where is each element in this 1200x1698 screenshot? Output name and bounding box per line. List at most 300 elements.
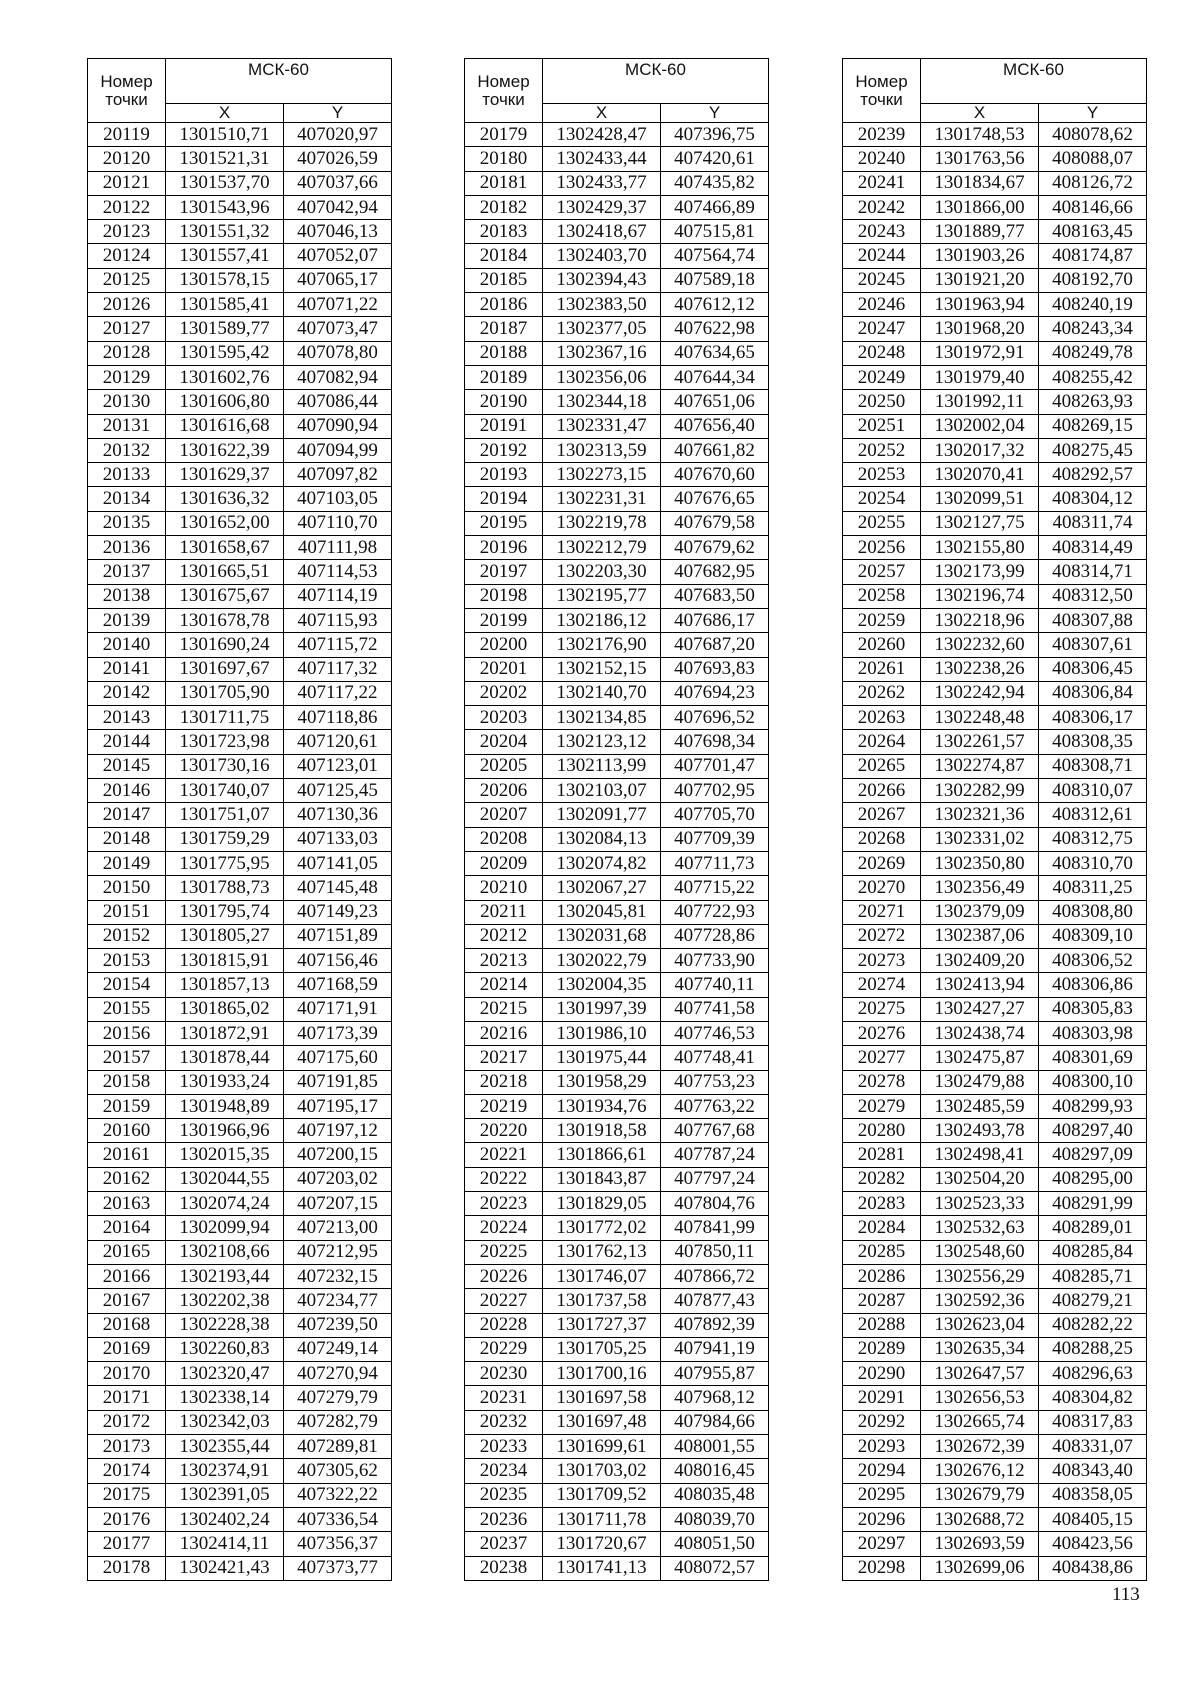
- x-coordinate-cell: 1301602,76: [166, 365, 284, 389]
- point-number-cell: 20172: [88, 1410, 166, 1434]
- table-row: [465, 1216, 769, 1240]
- x-coordinate-cell: 1302195,77: [543, 584, 661, 608]
- y-coordinate-cell: 407282,79: [284, 1410, 392, 1434]
- x-coordinate-cell: 1302429,37: [543, 195, 661, 219]
- table-row: [88, 827, 392, 851]
- point-number-cell: 20233: [465, 1435, 543, 1459]
- y-coordinate-cell: 407728,86: [661, 924, 769, 948]
- x-coordinate-cell: 1302196,74: [921, 584, 1039, 608]
- table-row: [465, 390, 769, 414]
- x-coordinate-cell: 1301658,67: [166, 536, 284, 560]
- y-coordinate-cell: 407270,94: [284, 1362, 392, 1386]
- table-row: [88, 754, 392, 778]
- x-coordinate-cell: 1301815,91: [166, 949, 284, 973]
- y-coordinate-cell: 408314,71: [1039, 560, 1147, 584]
- table-row: [465, 1070, 769, 1094]
- point-number-cell: 20163: [88, 1192, 166, 1216]
- point-number-cell: 20270: [843, 876, 921, 900]
- x-coordinate-cell: 1301762,13: [543, 1240, 661, 1264]
- table-row: [465, 171, 769, 195]
- point-number-cell: 20290: [843, 1362, 921, 1386]
- x-coordinate-cell: 1302679,79: [921, 1483, 1039, 1507]
- point-number-cell: 20122: [88, 195, 166, 219]
- y-coordinate-cell: 408163,45: [1039, 220, 1147, 244]
- x-coordinate-cell: 1301759,29: [166, 827, 284, 851]
- table-row: [465, 1459, 769, 1483]
- x-coordinate-cell: 1302274,87: [921, 754, 1039, 778]
- y-coordinate-cell: 408192,70: [1039, 268, 1147, 292]
- x-coordinate-cell: 1301795,74: [166, 900, 284, 924]
- table-row: [465, 779, 769, 803]
- point-number-cell: 20124: [88, 244, 166, 268]
- x-coordinate-cell: 1302592,36: [921, 1289, 1039, 1313]
- point-number-cell: 20211: [465, 900, 543, 924]
- point-number-cell: 20285: [843, 1240, 921, 1264]
- y-coordinate-cell: 407200,15: [284, 1143, 392, 1167]
- x-coordinate-cell: 1301866,61: [543, 1143, 661, 1167]
- x-coordinate-cell: 1302356,06: [543, 365, 661, 389]
- table-row: [843, 1143, 1147, 1167]
- y-coordinate-cell: 408310,70: [1039, 851, 1147, 875]
- x-coordinate-cell: 1301595,42: [166, 341, 284, 365]
- table-row: [465, 1556, 769, 1580]
- x-coordinate-cell: 1301589,77: [166, 317, 284, 341]
- y-coordinate-cell: 407644,34: [661, 365, 769, 389]
- table-row: [88, 1119, 392, 1143]
- table-row: [843, 123, 1147, 147]
- point-number-cell: 20256: [843, 536, 921, 560]
- point-number-cell: 20216: [465, 1021, 543, 1045]
- x-coordinate-cell: 1302676,12: [921, 1459, 1039, 1483]
- point-number-cell: 20283: [843, 1192, 921, 1216]
- table-row: [843, 730, 1147, 754]
- point-number-cell: 20253: [843, 463, 921, 487]
- point-number-cell: 20169: [88, 1337, 166, 1361]
- y-coordinate-cell: 407145,48: [284, 876, 392, 900]
- y-coordinate-cell: 407420,61: [661, 147, 769, 171]
- x-coordinate-cell: 1302427,27: [921, 997, 1039, 1021]
- coordinates-table-2: [464, 58, 769, 1581]
- y-coordinate-cell: 407239,50: [284, 1313, 392, 1337]
- x-coordinate-cell: 1302504,20: [921, 1167, 1039, 1191]
- table-body: [88, 123, 392, 1581]
- table-row: [88, 268, 392, 292]
- coordinates-table-3: [842, 58, 1147, 1581]
- table-row: [465, 195, 769, 219]
- table-row: [465, 1435, 769, 1459]
- x-coordinate-cell: 1301709,52: [543, 1483, 661, 1507]
- point-number-cell: 20157: [88, 1046, 166, 1070]
- point-number-cell: 20234: [465, 1459, 543, 1483]
- x-coordinate-cell: 1302428,47: [543, 123, 661, 147]
- y-coordinate-cell: 407715,22: [661, 876, 769, 900]
- point-number-cell: 20296: [843, 1507, 921, 1531]
- table-row: [465, 1119, 769, 1143]
- point-number-cell: 20258: [843, 584, 921, 608]
- x-coordinate-cell: 1302261,57: [921, 730, 1039, 754]
- x-column-header: X: [921, 104, 1039, 123]
- point-number-cell: 20203: [465, 706, 543, 730]
- x-coordinate-cell: 1302623,04: [921, 1313, 1039, 1337]
- point-number-cell: 20292: [843, 1410, 921, 1434]
- table-row: [88, 1386, 392, 1410]
- x-coordinate-cell: 1301741,13: [543, 1556, 661, 1580]
- x-coordinate-cell: 1301578,15: [166, 268, 284, 292]
- x-coordinate-cell: 1302409,20: [921, 949, 1039, 973]
- table-row: [465, 536, 769, 560]
- x-coordinate-cell: 1302693,59: [921, 1532, 1039, 1556]
- point-number-cell: 20263: [843, 706, 921, 730]
- point-number-header: Номер точки: [465, 59, 543, 123]
- x-coordinate-cell: 1301705,90: [166, 681, 284, 705]
- x-coordinate-cell: 1302374,91: [166, 1459, 284, 1483]
- x-coordinate-cell: 1301510,71: [166, 123, 284, 147]
- table-row: [843, 220, 1147, 244]
- table-row: [88, 1021, 392, 1045]
- table-row: [843, 341, 1147, 365]
- y-coordinate-cell: 408275,45: [1039, 438, 1147, 462]
- table-row: [843, 536, 1147, 560]
- point-number-cell: 20134: [88, 487, 166, 511]
- point-number-cell: 20126: [88, 293, 166, 317]
- table-row: [88, 1532, 392, 1556]
- x-coordinate-cell: 1302350,80: [921, 851, 1039, 875]
- y-coordinate-cell: 408312,61: [1039, 803, 1147, 827]
- table-row: [843, 1386, 1147, 1410]
- table-row: [465, 414, 769, 438]
- point-number-cell: 20197: [465, 560, 543, 584]
- point-number-cell: 20284: [843, 1216, 921, 1240]
- x-coordinate-cell: 1301723,98: [166, 730, 284, 754]
- point-number-cell: 20143: [88, 706, 166, 730]
- point-number-cell: 20224: [465, 1216, 543, 1240]
- y-coordinate-cell: 407955,87: [661, 1362, 769, 1386]
- x-coordinate-cell: 1301872,91: [166, 1021, 284, 1045]
- table-row: [465, 1362, 769, 1386]
- point-number-cell: 20168: [88, 1313, 166, 1337]
- table-row: [88, 803, 392, 827]
- x-coordinate-cell: 1301705,25: [543, 1337, 661, 1361]
- table-row: [465, 633, 769, 657]
- x-coordinate-cell: 1301720,67: [543, 1532, 661, 1556]
- table-row: [88, 341, 392, 365]
- point-number-cell: 20188: [465, 341, 543, 365]
- table-row: [88, 584, 392, 608]
- y-coordinate-cell: 407305,62: [284, 1459, 392, 1483]
- y-coordinate-cell: 407279,79: [284, 1386, 392, 1410]
- table-row: [88, 779, 392, 803]
- point-number-cell: 20186: [465, 293, 543, 317]
- table-row: [843, 171, 1147, 195]
- x-coordinate-cell: 1301979,40: [921, 365, 1039, 389]
- x-coordinate-cell: 1302176,90: [543, 633, 661, 657]
- point-number-cell: 20215: [465, 997, 543, 1021]
- point-number-cell: 20259: [843, 608, 921, 632]
- point-number-cell: 20190: [465, 390, 543, 414]
- table-row: [88, 1556, 392, 1580]
- point-number-cell: 20183: [465, 220, 543, 244]
- x-coordinate-cell: 1302031,68: [543, 924, 661, 948]
- table-row: [88, 657, 392, 681]
- table-row: [465, 900, 769, 924]
- y-coordinate-cell: 407111,98: [284, 536, 392, 560]
- x-coordinate-cell: 1302186,12: [543, 608, 661, 632]
- y-coordinate-cell: 408310,07: [1039, 779, 1147, 803]
- point-number-cell: 20201: [465, 657, 543, 681]
- point-number-cell: 20208: [465, 827, 543, 851]
- y-coordinate-cell: 407114,19: [284, 584, 392, 608]
- x-coordinate-cell: 1302414,11: [166, 1532, 284, 1556]
- point-number-cell: 20273: [843, 949, 921, 973]
- point-number-cell: 20162: [88, 1167, 166, 1191]
- y-coordinate-cell: 407207,15: [284, 1192, 392, 1216]
- point-number-cell: 20295: [843, 1483, 921, 1507]
- point-number-cell: 20185: [465, 268, 543, 292]
- x-coordinate-cell: 1301986,10: [543, 1021, 661, 1045]
- x-coordinate-cell: 1302403,70: [543, 244, 661, 268]
- y-coordinate-cell: 408304,82: [1039, 1386, 1147, 1410]
- table-row: [88, 876, 392, 900]
- point-number-cell: 20297: [843, 1532, 921, 1556]
- x-coordinate-cell: 1301921,20: [921, 268, 1039, 292]
- y-coordinate-cell: 407115,72: [284, 633, 392, 657]
- table-row: [88, 1192, 392, 1216]
- y-coordinate-cell: 408072,57: [661, 1556, 769, 1580]
- table-row: [843, 414, 1147, 438]
- point-number-cell: 20149: [88, 851, 166, 875]
- y-coordinate-cell: 408306,86: [1039, 973, 1147, 997]
- table-row: [465, 730, 769, 754]
- y-coordinate-cell: 407197,12: [284, 1119, 392, 1143]
- x-coordinate-cell: 1302672,39: [921, 1435, 1039, 1459]
- point-number-cell: 20212: [465, 924, 543, 948]
- table-row: [843, 511, 1147, 535]
- table-row: [88, 1216, 392, 1240]
- x-coordinate-cell: 1302099,94: [166, 1216, 284, 1240]
- table-row: [465, 1410, 769, 1434]
- x-coordinate-cell: 1302647,57: [921, 1362, 1039, 1386]
- point-number-cell: 20179: [465, 123, 543, 147]
- point-number-cell: 20205: [465, 754, 543, 778]
- x-coordinate-cell: 1302127,75: [921, 511, 1039, 535]
- y-coordinate-cell: 407866,72: [661, 1264, 769, 1288]
- x-coordinate-cell: 1301699,61: [543, 1435, 661, 1459]
- y-coordinate-cell: 408035,48: [661, 1483, 769, 1507]
- x-coordinate-cell: 1302475,87: [921, 1046, 1039, 1070]
- x-coordinate-cell: 1302022,79: [543, 949, 661, 973]
- point-number-cell: 20241: [843, 171, 921, 195]
- x-coordinate-cell: 1302103,07: [543, 779, 661, 803]
- y-coordinate-cell: 407435,82: [661, 171, 769, 195]
- table-row: [465, 1337, 769, 1361]
- y-coordinate-cell: 407115,93: [284, 608, 392, 632]
- point-number-cell: 20182: [465, 195, 543, 219]
- x-coordinate-cell: 1302067,27: [543, 876, 661, 900]
- y-coordinate-cell: 408255,42: [1039, 365, 1147, 389]
- point-number-cell: 20136: [88, 536, 166, 560]
- y-coordinate-cell: 408078,62: [1039, 123, 1147, 147]
- y-coordinate-cell: 407701,47: [661, 754, 769, 778]
- y-coordinate-cell: 407120,61: [284, 730, 392, 754]
- table-row: [88, 924, 392, 948]
- x-coordinate-cell: 1301948,89: [166, 1094, 284, 1118]
- table-row: [465, 1289, 769, 1313]
- y-coordinate-cell: 407589,18: [661, 268, 769, 292]
- y-coordinate-cell: 407622,98: [661, 317, 769, 341]
- point-number-cell: 20187: [465, 317, 543, 341]
- table-row: [843, 803, 1147, 827]
- point-number-cell: 20139: [88, 608, 166, 632]
- point-number-cell: 20229: [465, 1337, 543, 1361]
- x-coordinate-cell: 1302212,79: [543, 536, 661, 560]
- coordinates-table-1: [87, 58, 392, 1581]
- y-coordinate-cell: 407984,66: [661, 1410, 769, 1434]
- y-coordinate-cell: 408016,45: [661, 1459, 769, 1483]
- y-coordinate-cell: 407046,13: [284, 220, 392, 244]
- point-number-cell: 20160: [88, 1119, 166, 1143]
- x-coordinate-cell: 1302070,41: [921, 463, 1039, 487]
- table-row: [843, 1532, 1147, 1556]
- y-coordinate-cell: 407110,70: [284, 511, 392, 535]
- y-coordinate-cell: 407753,23: [661, 1070, 769, 1094]
- point-number-cell: 20177: [88, 1532, 166, 1556]
- x-coordinate-cell: 1301665,51: [166, 560, 284, 584]
- y-coordinate-cell: 408282,22: [1039, 1313, 1147, 1337]
- x-coordinate-cell: 1301772,02: [543, 1216, 661, 1240]
- x-coordinate-cell: 1301992,11: [921, 390, 1039, 414]
- point-number-cell: 20251: [843, 414, 921, 438]
- point-number-cell: 20267: [843, 803, 921, 827]
- x-coordinate-cell: 1302203,30: [543, 560, 661, 584]
- point-number-cell: 20238: [465, 1556, 543, 1580]
- x-coordinate-cell: 1302344,18: [543, 390, 661, 414]
- y-coordinate-cell: 407787,24: [661, 1143, 769, 1167]
- y-coordinate-cell: 407052,07: [284, 244, 392, 268]
- point-number-cell: 20248: [843, 341, 921, 365]
- table-row: [88, 1046, 392, 1070]
- point-number-cell: 20200: [465, 633, 543, 657]
- y-coordinate-cell: 408306,84: [1039, 681, 1147, 705]
- x-coordinate-cell: 1302383,50: [543, 293, 661, 317]
- table-row: [465, 803, 769, 827]
- point-number-cell: 20257: [843, 560, 921, 584]
- y-coordinate-cell: 408309,10: [1039, 924, 1147, 948]
- y-coordinate-cell: 408306,45: [1039, 657, 1147, 681]
- y-coordinate-cell: 407515,81: [661, 220, 769, 244]
- y-coordinate-cell: 407289,81: [284, 1435, 392, 1459]
- y-coordinate-cell: 407694,23: [661, 681, 769, 705]
- y-coordinate-cell: 408308,80: [1039, 900, 1147, 924]
- y-coordinate-cell: 408243,34: [1039, 317, 1147, 341]
- x-coordinate-cell: 1301616,68: [166, 414, 284, 438]
- y-coordinate-cell: 407234,77: [284, 1289, 392, 1313]
- x-coordinate-cell: 1302656,53: [921, 1386, 1039, 1410]
- y-coordinate-cell: 407804,76: [661, 1192, 769, 1216]
- point-number-cell: 20153: [88, 949, 166, 973]
- x-coordinate-cell: 1301997,39: [543, 997, 661, 1021]
- table-row: [88, 511, 392, 535]
- point-number-cell: 20232: [465, 1410, 543, 1434]
- y-coordinate-cell: 407612,12: [661, 293, 769, 317]
- y-coordinate-cell: 408343,40: [1039, 1459, 1147, 1483]
- x-coordinate-cell: 1302665,74: [921, 1410, 1039, 1434]
- x-coordinate-cell: 1301972,91: [921, 341, 1039, 365]
- table-row: [843, 1216, 1147, 1240]
- point-number-cell: 20191: [465, 414, 543, 438]
- x-coordinate-cell: 1301678,78: [166, 608, 284, 632]
- table-row: [465, 220, 769, 244]
- point-number-cell: 20133: [88, 463, 166, 487]
- table-row: [843, 293, 1147, 317]
- x-coordinate-cell: 1301968,20: [921, 317, 1039, 341]
- y-coordinate-cell: 407020,97: [284, 123, 392, 147]
- point-number-cell: 20121: [88, 171, 166, 195]
- point-number-cell: 20223: [465, 1192, 543, 1216]
- x-coordinate-cell: 1302108,66: [166, 1240, 284, 1264]
- y-coordinate-cell: 407171,91: [284, 997, 392, 1021]
- x-coordinate-cell: 1302219,78: [543, 511, 661, 535]
- point-number-cell: 20242: [843, 195, 921, 219]
- y-coordinate-cell: 407396,75: [661, 123, 769, 147]
- table-row: [88, 1289, 392, 1313]
- point-number-cell: 20225: [465, 1240, 543, 1264]
- table-row: [465, 365, 769, 389]
- x-coordinate-cell: 1302004,35: [543, 973, 661, 997]
- table-row: [88, 1264, 392, 1288]
- x-coordinate-cell: 1302152,15: [543, 657, 661, 681]
- x-coordinate-cell: 1301866,00: [921, 195, 1039, 219]
- x-coordinate-cell: 1301878,44: [166, 1046, 284, 1070]
- y-coordinate-cell: 407564,74: [661, 244, 769, 268]
- x-coordinate-cell: 1302391,05: [166, 1483, 284, 1507]
- table-row: [843, 584, 1147, 608]
- table-row: [843, 779, 1147, 803]
- table-row: [88, 1410, 392, 1434]
- table-row: [88, 317, 392, 341]
- table-row: [465, 293, 769, 317]
- table-row: [465, 123, 769, 147]
- point-number-cell: 20142: [88, 681, 166, 705]
- y-coordinate-cell: 407203,02: [284, 1167, 392, 1191]
- table-row: [465, 754, 769, 778]
- y-coordinate-cell: 407037,66: [284, 171, 392, 195]
- x-coordinate-cell: 1301521,31: [166, 147, 284, 171]
- y-coordinate-cell: 408039,70: [661, 1507, 769, 1531]
- y-coordinate-cell: 408314,49: [1039, 536, 1147, 560]
- table-row: [843, 1337, 1147, 1361]
- x-coordinate-cell: 1302356,49: [921, 876, 1039, 900]
- y-coordinate-cell: 407687,20: [661, 633, 769, 657]
- table-row: [843, 1410, 1147, 1434]
- table-row: [465, 147, 769, 171]
- x-coordinate-cell: 1301703,02: [543, 1459, 661, 1483]
- x-coordinate-cell: 1302238,26: [921, 657, 1039, 681]
- x-coordinate-cell: 1302320,47: [166, 1362, 284, 1386]
- point-number-cell: 20138: [88, 584, 166, 608]
- table-row: [843, 827, 1147, 851]
- x-coordinate-cell: 1302273,15: [543, 463, 661, 487]
- point-number-cell: 20135: [88, 511, 166, 535]
- x-coordinate-cell: 1302017,32: [921, 438, 1039, 462]
- y-coordinate-cell: 407123,01: [284, 754, 392, 778]
- point-number-cell: 20165: [88, 1240, 166, 1264]
- x-coordinate-cell: 1301746,07: [543, 1264, 661, 1288]
- point-number-cell: 20289: [843, 1337, 921, 1361]
- point-number-cell: 20202: [465, 681, 543, 705]
- table-row: [88, 681, 392, 705]
- point-number-cell: 20280: [843, 1119, 921, 1143]
- y-coordinate-cell: 408423,56: [1039, 1532, 1147, 1556]
